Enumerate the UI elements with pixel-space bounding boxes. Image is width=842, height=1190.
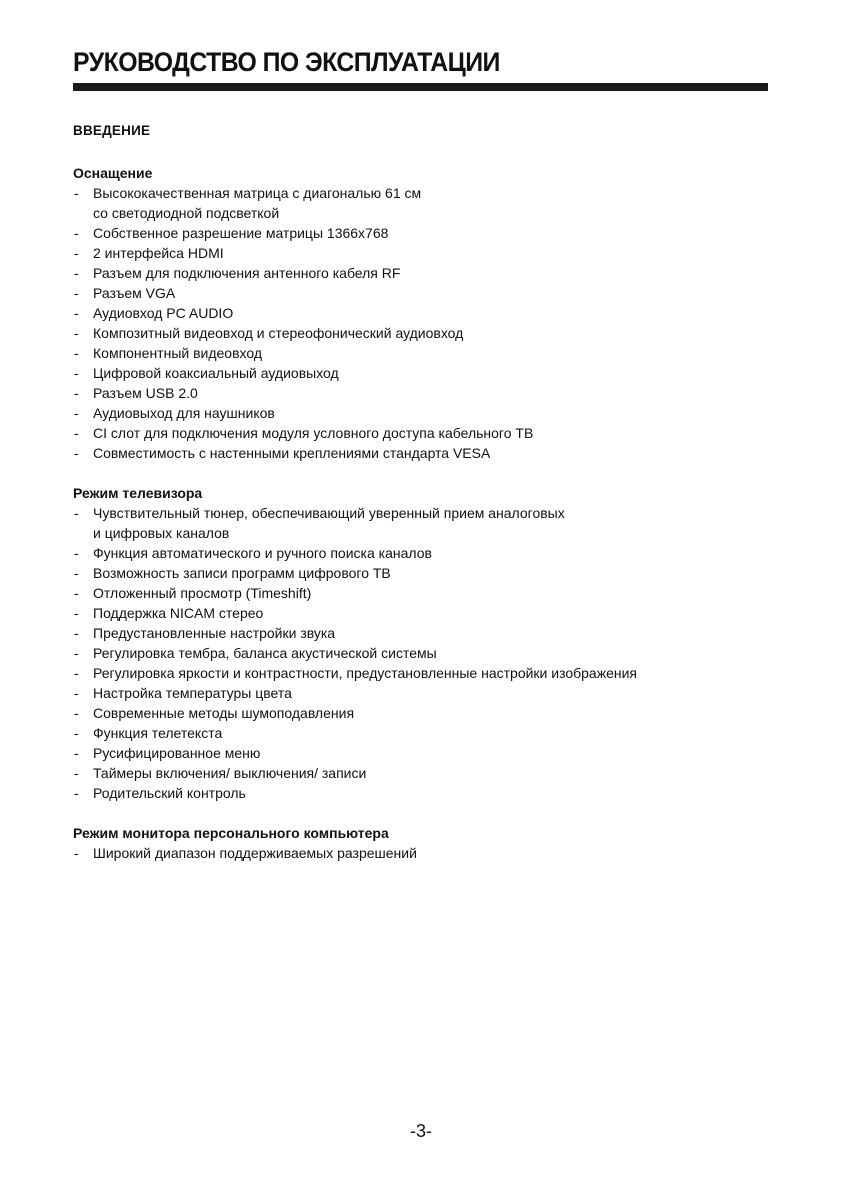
list-item-text: Русифицированное меню <box>93 745 261 761</box>
list-item <box>73 643 773 663</box>
bullet-dash: - <box>74 325 79 341</box>
list-item-text: Разъем VGA <box>93 285 176 301</box>
list-item <box>73 683 773 703</box>
bullet-dash: - <box>74 365 79 381</box>
bullet-dash: - <box>74 845 79 861</box>
page-title: РУКОВОДСТВО ПО ЭКСПЛУАТАЦИИ <box>73 47 500 77</box>
bullet-dash: - <box>74 605 79 621</box>
bullet-dash: - <box>74 565 79 581</box>
bullet-dash: - <box>74 585 79 601</box>
list-item-text: и цифровых каналов <box>93 525 230 541</box>
bullet-dash: - <box>74 505 79 521</box>
list-item <box>73 783 773 803</box>
list-item <box>73 303 773 323</box>
list-item-text: Функция телетекста <box>93 725 223 741</box>
list-item-text: Совместимость с настенными креплениями стандарта VESA <box>93 445 491 461</box>
list-item <box>73 363 773 383</box>
list-item-text: Собственное разрешение матрицы 1366х768 <box>93 225 389 241</box>
list-item <box>73 323 773 343</box>
list-item-text: CI слот для подключения модуля условного доступа кабельного ТВ <box>93 425 534 441</box>
bullet-dash: - <box>74 305 79 321</box>
list-item <box>73 623 773 643</box>
bullet-dash: - <box>74 645 79 661</box>
list-item-text: Современные методы шумоподавления <box>93 705 355 721</box>
list-item-text: Компонентный видеовход <box>93 345 263 361</box>
bullet-dash: - <box>74 225 79 241</box>
list-item-text: Чувствительный тюнер, обеспечивающий уверенный прием аналоговых <box>93 505 565 521</box>
bullet-dash: - <box>74 425 79 441</box>
list-item-text: Возможность записи программ цифрового ТВ <box>93 565 391 581</box>
list-item-text: Аудиовход PC AUDIO <box>93 305 234 321</box>
list-item-text: Родительский контроль <box>93 785 246 801</box>
subsection-heading: Оснащение <box>73 165 153 181</box>
bullet-dash: - <box>74 285 79 301</box>
subsection-equipment <box>73 163 773 463</box>
list-item <box>73 543 773 563</box>
subsection-tv-mode <box>73 483 773 803</box>
bullet-dash: - <box>74 385 79 401</box>
bullet-dash: - <box>74 185 79 201</box>
list-item <box>73 443 773 463</box>
bullet-dash: - <box>74 545 79 561</box>
bullet-dash: - <box>74 685 79 701</box>
list-item <box>73 263 773 283</box>
bullet-dash: - <box>74 725 79 741</box>
list-item-text: Регулировка яркости и контрастности, предустановленные настройки изображения <box>93 665 637 681</box>
bullet-list <box>73 183 773 463</box>
list-item <box>73 663 773 683</box>
list-item-text: Композитный видеовход и стереофонический аудиовход <box>93 325 464 341</box>
list-item-text: Таймеры включения/ выключения/ записи <box>93 765 367 781</box>
bullet-dash: - <box>74 745 79 761</box>
list-item <box>73 583 773 603</box>
subsection-heading: Режим телевизора <box>73 485 203 501</box>
bullet-dash: - <box>74 665 79 681</box>
list-item <box>73 743 773 763</box>
list-item <box>73 243 773 263</box>
list-item-text: Аудиовыход для наушников <box>93 405 275 421</box>
list-item-text: со светодиодной подсветкой <box>93 205 280 221</box>
list-item-text: Функция автоматического и ручного поиска каналов <box>93 545 432 561</box>
list-item <box>73 603 773 623</box>
list-item <box>73 703 773 723</box>
list-item-text: Поддержка NICAM стерео <box>93 605 264 621</box>
list-item <box>73 183 773 223</box>
list-item <box>73 723 773 743</box>
list-item-text: Разъем для подключения антенного кабеля RF <box>93 265 401 281</box>
list-item <box>73 343 773 363</box>
list-item-text: 2 интерфейса HDMI <box>93 245 224 261</box>
list-item-text: Разъем USB 2.0 <box>93 385 198 401</box>
list-item <box>73 223 773 243</box>
subsection-pc-mode <box>73 823 773 863</box>
list-item <box>73 763 773 783</box>
subsection-heading: Режим монитора персонального компьютера <box>73 825 389 841</box>
list-item <box>73 423 773 443</box>
list-item-text: Широкий диапазон поддерживаемых разрешений <box>93 845 417 861</box>
bullet-dash: - <box>74 445 79 461</box>
bullet-list <box>73 843 773 863</box>
bullet-dash: - <box>74 245 79 261</box>
page-number: -3- <box>410 1121 432 1141</box>
list-item-text: Цифровой коаксиальный аудиовыход <box>93 365 339 381</box>
list-item <box>73 503 773 543</box>
bullet-dash: - <box>74 785 79 801</box>
sections <box>73 163 773 883</box>
bullet-dash: - <box>74 405 79 421</box>
bullet-dash: - <box>74 345 79 361</box>
list-item-text: Отложенный просмотр (Timeshift) <box>93 585 312 601</box>
bullet-dash: - <box>74 705 79 721</box>
list-item <box>73 283 773 303</box>
bullet-dash: - <box>74 265 79 281</box>
list-item <box>73 563 773 583</box>
list-item-text: Предустановленные настройки звука <box>93 625 336 641</box>
bullet-dash: - <box>74 625 79 641</box>
title-divider <box>73 83 768 91</box>
list-item-text: Настройка температуры цвета <box>93 685 292 701</box>
list-item-text: Высококачественная матрица с диагональю 61 см <box>93 185 422 201</box>
bullet-list <box>73 503 773 803</box>
list-item <box>73 383 773 403</box>
list-item <box>73 403 773 423</box>
list-item <box>73 843 773 863</box>
list-item-text: Регулировка тембра, баланса акустической системы <box>93 645 437 661</box>
bullet-dash: - <box>74 765 79 781</box>
section-heading: ВВЕДЕНИЕ <box>73 123 151 138</box>
